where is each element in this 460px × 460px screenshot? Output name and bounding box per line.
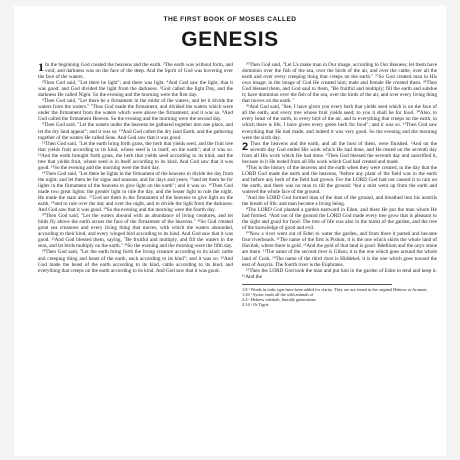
right-column: [242, 62, 437, 307]
verse-paragraph: ⁶Then God said, "Let there be a firmament in the midst of the waters, and let it divide the waters from the waters." ⁷Thus God made the firmament, and divided the waters which were under the firmament from the waters which were above the firmament; and it was so. ⁸And God called the firmament Heaven. So the evening and the morning were the second day.: [38, 98, 233, 123]
footnote-divider: [242, 284, 392, 285]
verse-paragraph: ²⁶Then God said, "Let Us make man in Our image, according to Our likeness; let them have dominion over the fish of the sea, over the birds of the air, and over the cattle, over all the earth and over every creeping thing that creeps on the earth." ²⁷So God created man in His own image; in the image of God He created him; male and female He created them. ²⁸Then God blessed them, and God said to them, "Be fruitful and multiply; fill the earth and subdue it; have dominion over the fish of the sea, over the birds of the air, and over every living thing that moves on the earth.": [242, 62, 437, 105]
verse-paragraph: ³Then God said, "Let there be light"; and there was light. ⁴And God saw the light, that it was good; and God divided the light from the darkness. ⁵God called the light Day, and the darkness He called Night. So the evening and the morning were the first day.: [38, 80, 233, 99]
chapter-number: 1: [38, 60, 44, 74]
verse-paragraph: ¹⁴Then God said, "Let there be lights in the firmament of the heavens to divide the day from the night; and let them be for signs and seasons, and for days and years; ¹⁵and let them be for lights in the firmament of the heavens to give light on the earth"; and it was so. ¹⁶Then God made two great lights: the greater light to rule the day, and the lesser light to rule the night. He made the stars also. ¹⁷God set them in the firmament of the heavens to give light on the earth, ¹⁸and to rule over the day and over the night, and to divide the light from the darkness. And God saw that it was good. ¹⁹So the evening and the morning were the fourth day.: [38, 170, 233, 214]
footnote: 1:26 ᵃ Syriac reads all the wild animals of: [242, 291, 314, 297]
bible-page: [14, 6, 446, 456]
verse-paragraph: [242, 141, 437, 165]
verse-paragraph: ¹⁰Now a river went out of Eden to water the garden, and from there it parted and became four riverheads. ¹¹The name of the first is Pishon; it is the one which skirts the whole land of Havilah, where there is gold. ¹²And the gold of that land is good. Bdellium and the onyx stone are there. ¹³The name of the second river is Gihon; it is the one which goes around the whole land of Cush. ¹⁴The name of the third river is Hiddekel; it is the one which goes toward the east of Assyria. The fourth river is the Euphrates.: [242, 231, 438, 268]
verse-paragraph: ¹⁵Then the LORD God took the man and put him in the garden of Eden to tend and keep it. ¹⁶And the: [242, 267, 437, 280]
verse-paragraph: [38, 62, 233, 80]
verse-paragraph: ²⁰Then God said, "Let the waters abound with an abundance of living creatures, and let birds fly above the earth across the face of the firmament of the heavens." ²¹So God created great sea creatures and every living thing that moves, with which the waters abounded, according to their kind, and every winged bird according to its kind. And God saw that it was good. ²²And God blessed them, saying, "Be fruitful and multiply, and fill the waters in the seas, and let birds multiply on the earth." ²³So the evening and the morning were the fifth day.: [38, 213, 233, 250]
verse-paragraph: ²⁹And God said, "See, I have given you every herb that yields seed which is on the face of all the earth, and every tree whose fruit yields seed; to you it shall be for food. ³⁰Also, to every beast of the earth, to every bird of the air, and to everything that creeps on the earth, in which there is life, I have given every green herb for food"; and it was so. ³¹Then God saw everything that He had made, and indeed it was very good. So the evening and the morning were the sixth day.: [242, 104, 437, 141]
paragraph-text: Thus the heavens and the earth, and all the host of them, were finished. ²And on the seventh day God ended His work which He had done, and He rested on the seventh day from all His work which He had done. ³Then God blessed the seventh day and sanctified it, because in it He rested from all His work which God had created and made.: [242, 140, 437, 165]
book-supertitle: THE FIRST BOOK OF MOSES CALLED: [163, 16, 297, 23]
footnotes: [242, 287, 437, 307]
footnote: 1:8 ᵃ Words in italic type have been added for clarity. They are not found in the original Hebrew or Aramaic.: [242, 286, 429, 292]
verse-paragraph: ⁴This is the history of the heavens and the earth when they were created, in the day that the LORD God made the earth and the heavens, ⁵before any plant of the field was in the earth and before any herb of the field had grown. For the LORD God had not caused it to rain on the earth, and there was no man to till the ground; ⁶but a mist went up from the earth and watered the whole face of the ground.: [242, 164, 437, 195]
verse-paragraph: ¹¹Then God said, "Let the earth bring forth grass, the herb that yields seed, and the fruit tree that yields fruit according to its kind, whose seed is in itself, on the earth"; and it was so. ¹²And the earth brought forth grass, the herb that yields seed according to its kind, and the tree that yields fruit, whose seed is in itself according to its kind. And God saw that it was good. ¹³So the evening and the morning were the third day.: [38, 140, 233, 171]
footnote: 2:14 ᵃ Or Tigris: [242, 301, 269, 307]
footnote: 2:4 ᵃ Hebrew toledoth, literally generations: [242, 296, 316, 302]
verse-paragraph: ⁸The LORD God planted a garden eastward in Eden, and there He put the man whom He had formed. ⁹And out of the ground the LORD God made every tree grow that is pleasant to the sight and good for food. The tree of life was also in the midst of the garden, and the tree of the knowledge of good and evil.: [242, 207, 437, 232]
paragraph-text: In the beginning God created the heavens and the earth. ²The earth was without form, and void; and darkness was on the face of the deep. And the Spirit of God was hovering over the face of the waters.: [38, 62, 233, 81]
book-title: GENESIS: [181, 28, 279, 51]
left-column: [38, 62, 233, 274]
chapter-number: 2: [242, 140, 249, 153]
verse-paragraph: ⁹Then God said, "Let the waters under the heavens be gathered together into one place, and let the dry land appear"; and it was so. ¹⁰And God called the dry land Earth, and the gathering together of the waters He called Seas. And God saw that it was good.: [38, 122, 233, 141]
verse-paragraph: ²⁴Then God said, "Let the earth bring forth the living creature according to its kind: cattle and creeping thing and beast of the earth, each according to its kind"; and it was so. ²⁵And God made the beast of the earth according to its kind, cattle according to its kind, and everything that creeps on the earth according to its kind. And God saw that it was good.: [38, 249, 233, 274]
verse-paragraph: ⁷And the LORD God formed man of the dust of the ground, and breathed into his nostrils the breath of life; and man became a living being.: [242, 195, 437, 208]
